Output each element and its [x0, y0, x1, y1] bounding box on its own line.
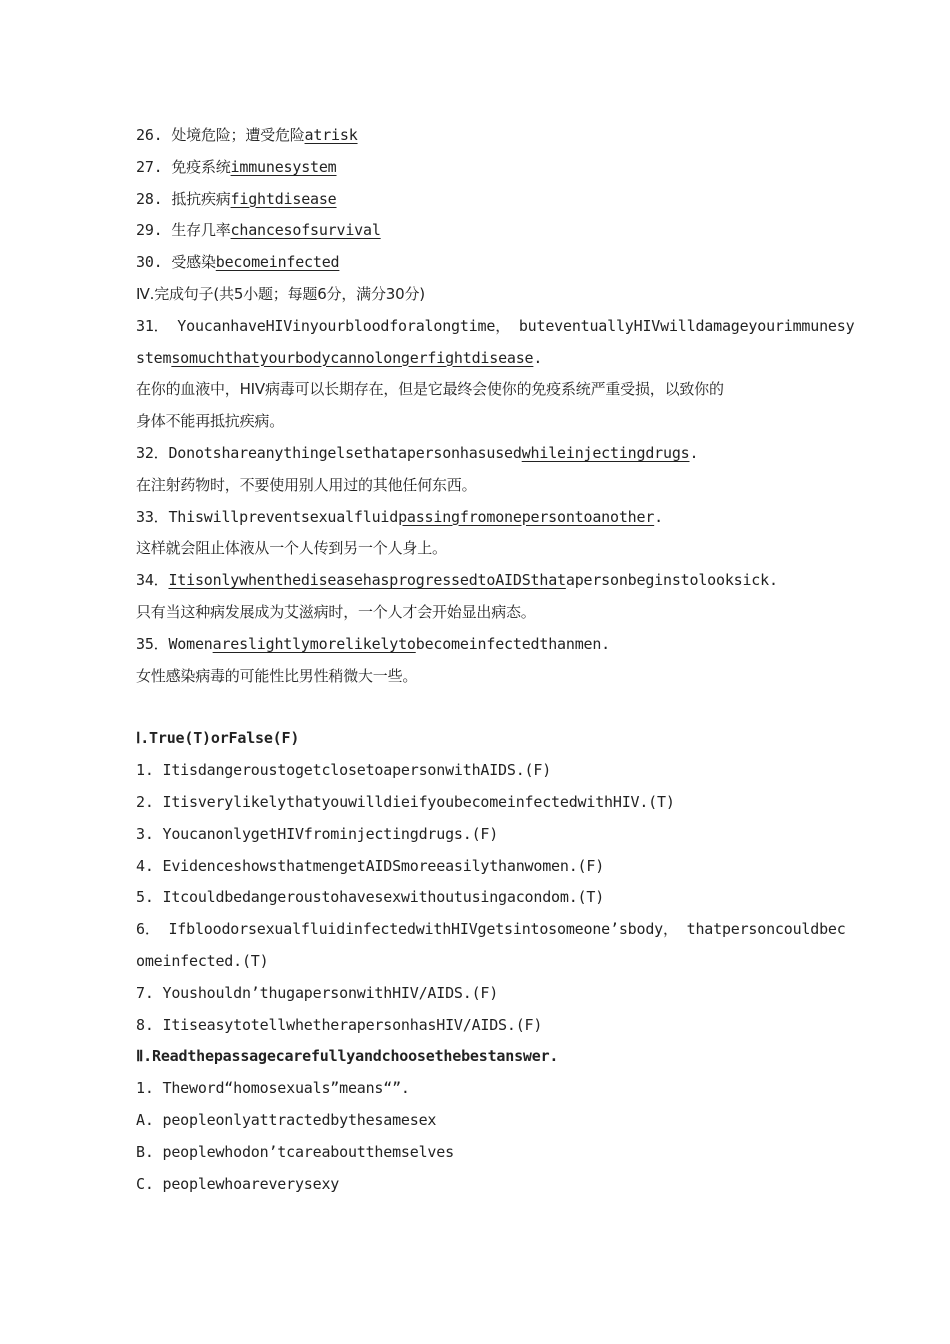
answer-blank: passingfromonepersontoanother: [398, 507, 655, 526]
tf-item: 3. YoucanonlygetHIVfrominjectingdrugs.(F): [136, 824, 499, 843]
section-spacer: [136, 692, 826, 723]
chinese-term: 受感染: [171, 253, 216, 272]
answer-blank: whileinjectingdrugs: [521, 443, 690, 462]
mc-option-c: C. peoplewhoareverysexy: [136, 1174, 340, 1193]
vocab-item-26: [136, 120, 826, 152]
item-number: 30.: [136, 253, 163, 272]
tf-item: 4. EvidenceshowsthatmengetAIDSmoreeasilythanwomen.(F): [136, 856, 605, 875]
q32-sentence: 32．Donotshareanythingelsethatapersonhasusedwhileinjectingdrugs.: [136, 443, 699, 462]
q31-translation-2: 身体不能再抵抗疾病。: [136, 412, 285, 431]
section-4-heading: Ⅳ.完成句子(共5小题；每题6分，满分30分): [136, 284, 425, 303]
chinese-term: 免疫系统: [171, 157, 231, 176]
section-2-heading: Ⅱ.Readthepassagecarefullyandchoosethebestanswer.: [136, 1047, 559, 1066]
mc-question: 1. Theword“homosexuals”means“”.: [136, 1079, 410, 1098]
vocab-item-27: [136, 152, 826, 184]
mc-option-a: A. peopleonlyattractedbythesamesex: [136, 1110, 437, 1129]
q35-sentence: 35．Womenareslightlymorelikelytobecomeinfectedthanmen.: [136, 634, 611, 653]
item-number: 27.: [136, 157, 163, 176]
q31-line-2: stemsomuchthatyourbodycannolongerfightdisease.: [136, 348, 543, 367]
q35-translation: 女性感染病毒的可能性比男性稍微大一些。: [136, 666, 418, 685]
q34-translation: 只有当这种病发展成为艾滋病时，一个人才会开始显出病态。: [136, 602, 536, 621]
tf-item: 6． IfbloodorsexualfluidinfectedwithHIVgetsintosomeone’sbody， thatpersoncouldbec: [136, 920, 846, 939]
answer-blank: immunesystem: [230, 157, 337, 176]
q32-translation: 在注射药物时，不要使用别人用过的其他任何东西。: [136, 475, 477, 494]
answer-blank: atrisk: [304, 126, 358, 144]
item-number: 28.: [136, 189, 163, 208]
vocab-item-28: [136, 184, 826, 216]
q33-sentence: 33．Thiswillpreventsexualfluidpassingfromonepersontoanother.: [136, 507, 663, 526]
tf-item: 2. ItisverylikelythatyouwilldieifyoubecomeinfectedwithHIV.(T): [136, 792, 675, 811]
tf-item: 7. Youshouldn’thugapersonwithHIV/AIDS.(F): [136, 983, 499, 1002]
answer-blank: becomeinfected: [215, 253, 340, 272]
mc-option-b: B. peoplewhodon’tcareaboutthemselves: [136, 1142, 454, 1161]
tf-item-continued: omeinfected.(T): [136, 951, 269, 970]
item-number: 29.: [136, 221, 163, 240]
tf-item: 1. ItisdangeroustogetclosetoapersonwithAIDS.(F): [136, 761, 552, 780]
answer-blank: areslightlymorelikelyto: [212, 634, 416, 653]
answer-blank: ItisonlywhenthediseasehasprogressedtoAIDSthat: [168, 571, 566, 590]
chinese-term: 生存几率: [171, 221, 231, 240]
q33-translation: 这样就会阻止体液从一个人传到另一个人身上。: [136, 539, 447, 558]
q34-sentence: 34．ItisonlywhenthediseasehasprogressedtoAIDSthatapersonbeginstolooksick.: [136, 571, 778, 590]
vocab-item-29: [136, 215, 826, 247]
item-number: 26.: [136, 126, 163, 144]
q31-translation-1: 在你的血液中，HIV病毒可以长期存在，但是它最终会使你的免疫系统严重受损，以致你的: [136, 380, 724, 399]
answer-blank: chancesofsurvival: [230, 221, 381, 240]
tf-item: 8. ItiseasytotellwhetherapersonhasHIV/AIDS.(F): [136, 1015, 543, 1034]
document-page: [136, 120, 855, 1200]
chinese-term: 抵抗疾病: [171, 189, 231, 208]
answer-blank: somuchthatyourbodycannolongerfightdisease: [171, 348, 534, 367]
chinese-term: 处境危险；遭受危险: [171, 126, 305, 144]
answer-blank: fightdisease: [230, 189, 337, 208]
tf-item: 5. Itcouldbedangeroustohavesexwithoutusingacondom.(T): [136, 888, 605, 907]
q31-line-1: 31． YoucanhaveHIVinyourbloodforalongtime， buteventuallyHIVwilldamageyourimmunesy: [136, 316, 855, 335]
vocab-item-30: [136, 247, 826, 279]
section-1-heading: Ⅰ.True(T)orFalse(F): [136, 729, 300, 748]
